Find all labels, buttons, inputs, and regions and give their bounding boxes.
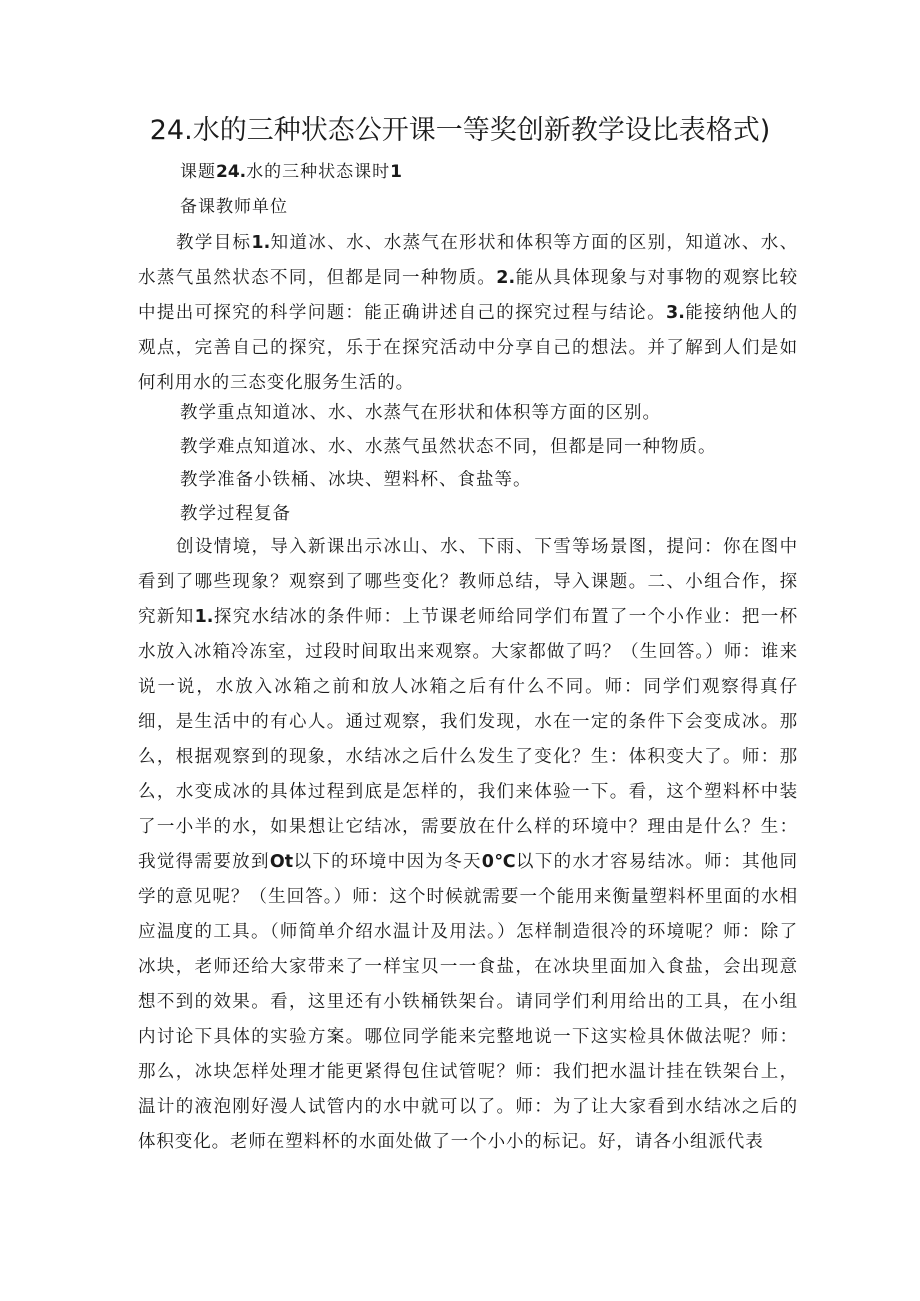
objective-1-number: 1. xyxy=(251,233,271,253)
lesson-line xyxy=(180,160,402,184)
difficulty-line: 教学难点知道冰、水、水蒸气虽然状态不同，但都是同一种物质。 xyxy=(180,437,717,457)
objective-1-text: 知道冰、水、水蒸气在形状和体积等方面的区别，知道冰、水、水蒸气虽然状态不同，但都是同一种物质。 xyxy=(138,233,798,288)
process-text-2: 探究水结冰的条件师：上节课老师给同学们布置了一个小作业：把一杯水放入冰箱冷冻室，过段时间取出来观察。大家都做了吗？（生回答。）师：谁来说一说，水放入冰箱之前和放人冰箱之后有什么不同。师：同学们观察得真仔细，是生活中的有心人。通过观察，我们发现，水在一定的条件下会变成冰。那么，根据观察到的现象，水结冰之后什么发生了变化？生：体积变大了。师：那么，水变成冰的具体过程到底是怎样的，我们来体验一下。看，这个塑料杯中装了一小半的水，如果想让它结冰，需要放在什么样的环境中？理由是什么？生：我觉得需要放到 xyxy=(138,607,798,872)
key-point-line: 教学重点知道冰、水、水蒸气在形状和体积等方面的区别。 xyxy=(180,403,661,423)
objectives-paragraph xyxy=(138,226,798,401)
objective-2-number: 2. xyxy=(496,268,516,288)
objectives-label: 教学目标 xyxy=(176,233,252,253)
period-value: 1 xyxy=(390,162,402,182)
teacher-unit-line: 备课教师单位 xyxy=(180,197,288,217)
process-number-1: 1. xyxy=(194,607,214,627)
objective-3-number: 3. xyxy=(666,303,685,323)
lesson-number: 24. xyxy=(216,162,247,182)
temperature-2: 0℃ xyxy=(481,852,517,872)
process-text-1: 创设情境，导入新课出示冰山、水、下雨、下雪等场景图，提问：你在图中看到了哪些现象？观察到了哪些变化？教师总结，导入课题。二、小组合作，探究新知 xyxy=(138,537,798,627)
preparation-line: 教学准备小铁桶、冰块、塑料杯、食盐等。 xyxy=(180,470,532,490)
period-label: 课时 xyxy=(354,162,391,182)
objective-2-text: 能从具体现象与对事物的观察比较中提出可探究的科学问题：能正确讲述自己的探究过程与结论。 xyxy=(138,268,798,323)
document-title: 24.水的三种状态公开课一等奖创新教学设比表格式) xyxy=(149,115,771,146)
lesson-name: 水的三种状态 xyxy=(246,162,355,182)
process-text-4: 以下的水才容易结冰。师：其他同学的意见呢？（生回答。）师：这个时候就需要一个能用来衡量塑料杯里面的水相应温度的工具。（师简单介绍水温计及用法。）怎样制造很冷的环境呢？师：除了冰块，老师还给大家带来了一样宝贝一一食盐，在冰块里面加入食盐，会出现意想不到的效果。看，这里还有小铁桶铁架台。请同学们利用给出的工具，在小组内讨论下具体的实验方案。哪位同学能来完整地说一下这实检具休做法呢？师：那么，冰块怎样处理才能更紧得包住试管呢？师：我们把水温计挂在铁架台上，温计的液泡刚好漫人试管内的水中就可以了。师：为了让大家看到水结冰之后的体积变化。老师在塑料杯的水面处做了一个小小的标记。好，请各小组派代表 xyxy=(138,852,799,1152)
temperature-1: Ot xyxy=(269,852,294,872)
objective-3-text: 能接纳他人的观点，完善自己的探究，乐于在探究活动中分享自己的想法。并了解到人们是如何利用水的三态变化服务生活的。 xyxy=(138,303,798,393)
lesson-label: 课题 xyxy=(180,162,216,182)
process-text-3: 以下的环境中因为冬天 xyxy=(293,852,482,872)
process-label-line: 教学过程复备 xyxy=(180,504,291,524)
process-paragraph xyxy=(138,530,798,1160)
